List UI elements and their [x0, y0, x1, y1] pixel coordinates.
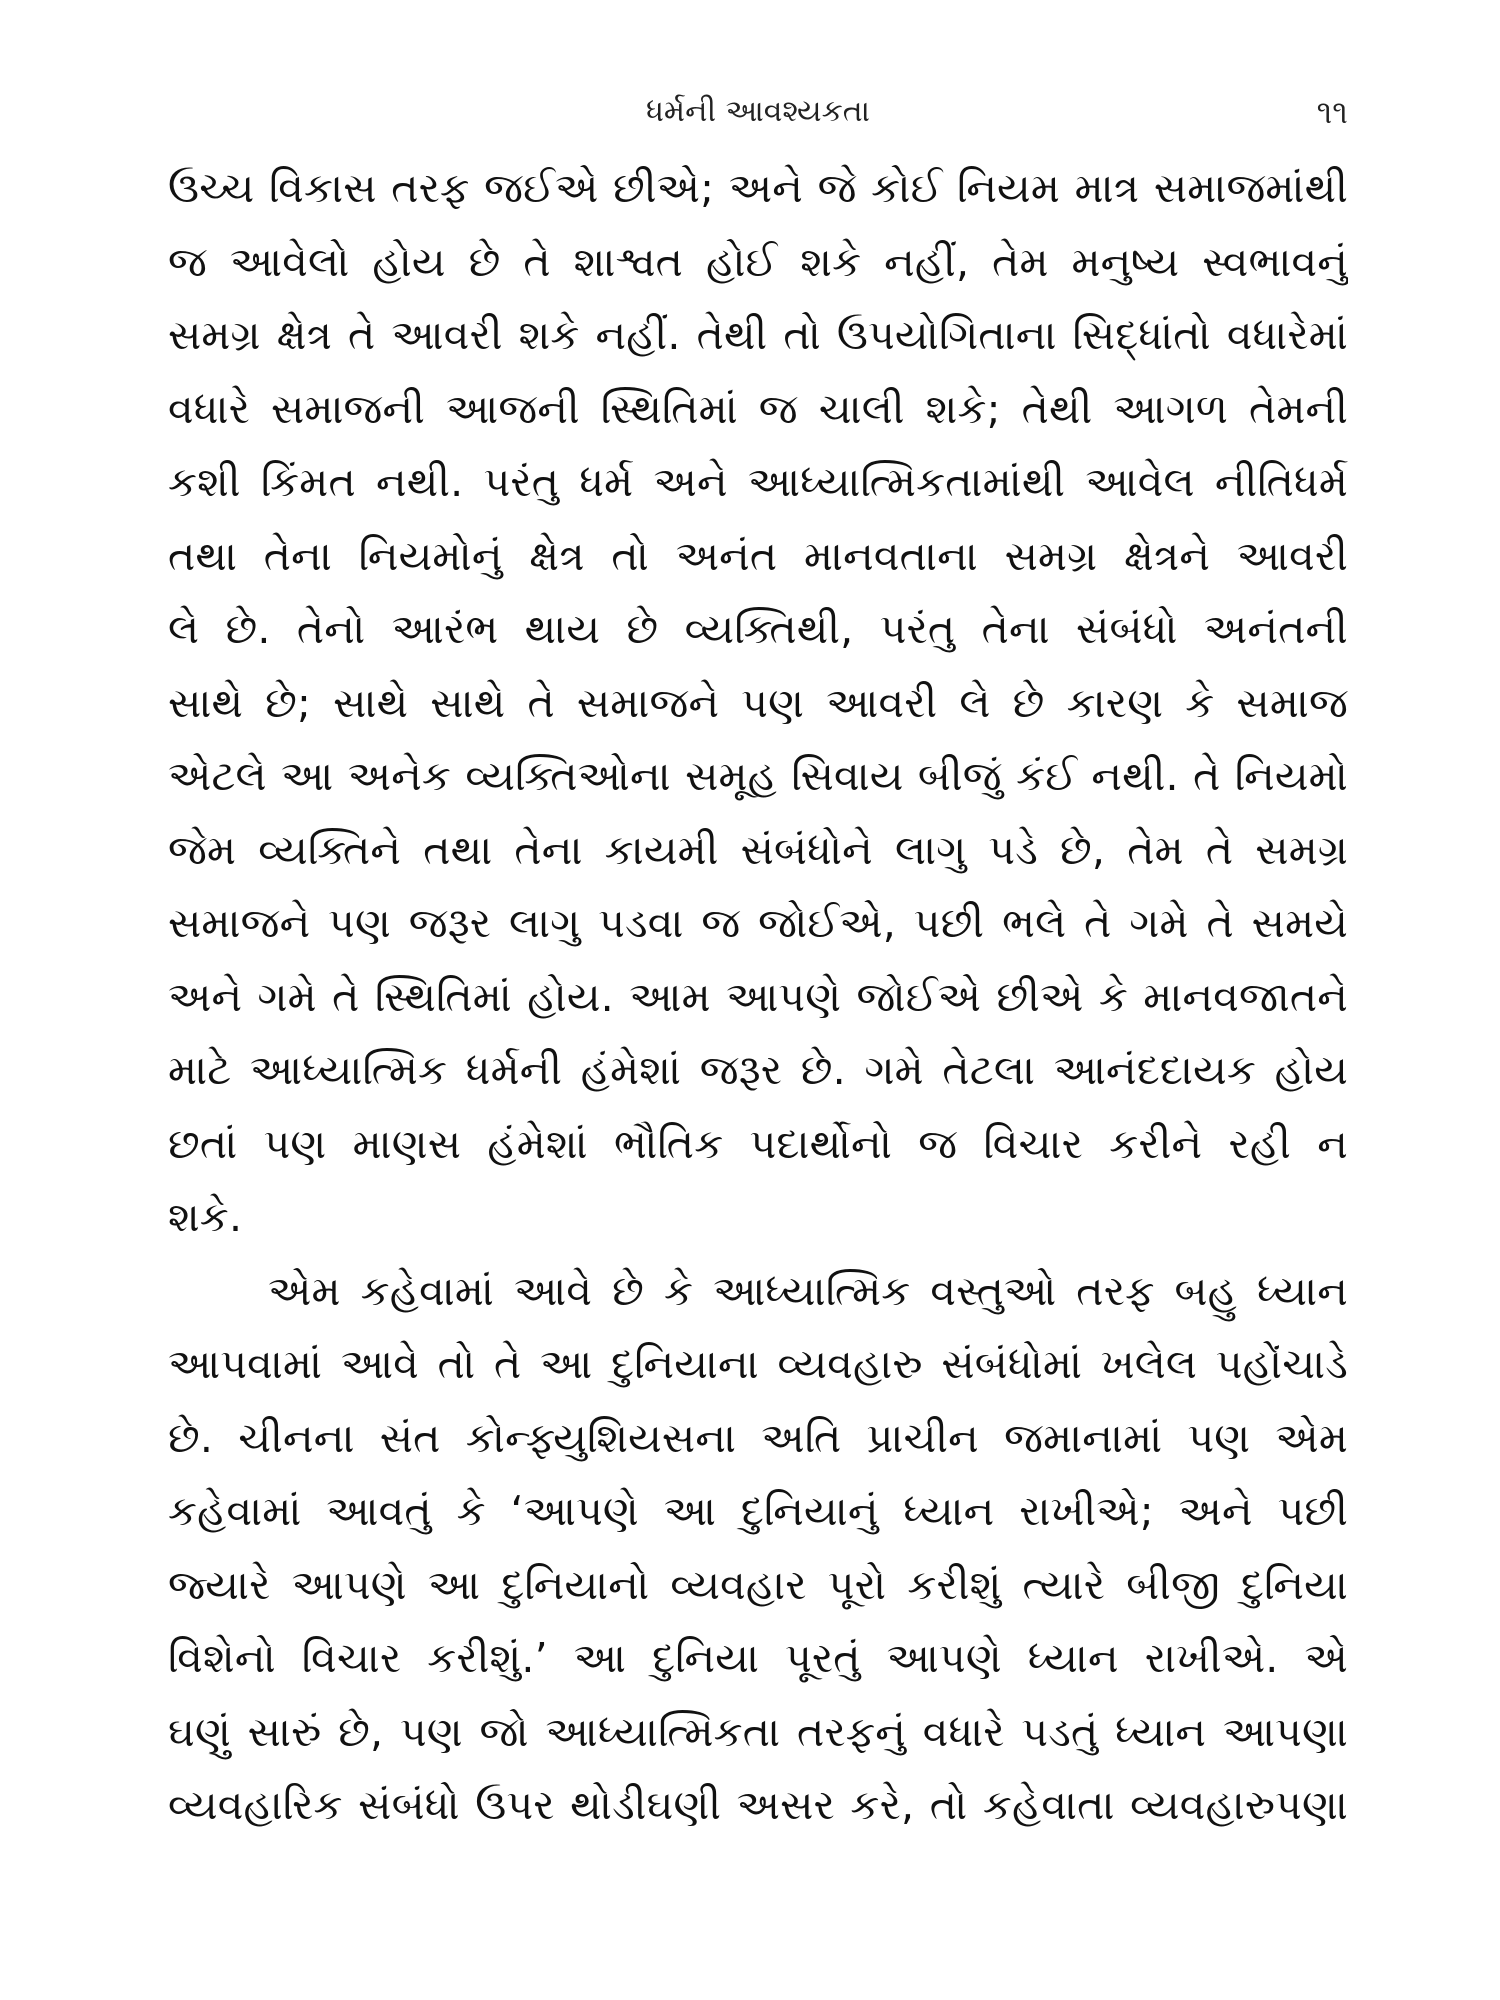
text-line: કશી કિંમત નથી. પરંતુ ધર્મ અને આધ્યાત્મિકતામાંથી આવેલ નીતિધર્મ [168, 458, 1348, 506]
paragraph-1 [168, 152, 1348, 1255]
text-line: એટલે આ અનેક વ્યક્તિઓના સમૂહ સિવાય બીજું કંઈ નથી. તે નિયમો [168, 752, 1348, 800]
paragraph-2 [168, 1255, 1348, 1843]
text-line: શકે. [168, 1193, 243, 1241]
text-line: જેમ વ્યક્તિને તથા તેના કાયમી સંબંધોને લાગુ પડે છે, તેમ તે સમગ્ર [168, 825, 1348, 874]
text-line: કહેવામાં આવતું કે ‘આપણે આ દુનિયાનું ધ્યાન રાખીએ; અને પછી [168, 1487, 1348, 1535]
text-line: જ્યારે આપણે આ દુનિયાનો વ્યવહાર પૂરો કરીશું ત્યારે બીજી દુનિયા [168, 1560, 1348, 1609]
text-line: સમાજને પણ જરૂર લાગુ પડવા જ જોઈએ, પછી ભલે તે ગમે તે સમયે [168, 899, 1348, 947]
text-line: અને ગમે તે સ્થિતિમાં હોય. આમ આપણે જોઈએ છીએ કે માનવજાતને [168, 972, 1348, 1021]
text-line: વિશેનો વિચાર કરીશું.’ આ દુનિયા પૂરતું આપણે ધ્યાન રાખીએ. એ [168, 1634, 1348, 1682]
text-line: વ્યવહારિક સંબંધો ઉપર થોડીઘણી અસર કરે, તો કહેવાતા વ્યવહારુપણા [168, 1781, 1348, 1829]
text-line: છે. ચીનના સંત કોન્ફ્યુશિયસના અતિ પ્રાચીન જમાનામાં પણ એમ [168, 1413, 1348, 1462]
text-line: સાથે છે; સાથે સાથે તે સમાજને પણ આવરી લે છે કારણ કે સમાજ [168, 678, 1348, 727]
text-line: માટે આધ્યાત્મિક ધર્મની હંમેશાં જરૂર છે. ગમે તેટલા આનંદદાયક હોય [168, 1046, 1348, 1094]
body-text [168, 152, 1348, 1843]
running-header [168, 92, 1348, 132]
text-line: વધારે સમાજની આજની સ્થિતિમાં જ ચાલી શકે; તેથી આગળ તેમની [168, 384, 1348, 433]
page-number: ૧૧ [1316, 93, 1348, 131]
text-line: લે છે. તેનો આરંભ થાય છે વ્યક્તિથી, પરંતુ તેના સંબંધો અનંતની [168, 605, 1348, 653]
running-title: ધર્મની આવશ્યકતા [645, 94, 871, 129]
text-line: તથા તેના નિયમોનું ક્ષેત્ર તો અનંત માનવતાના સમગ્ર ક્ષેત્રને આવરી [168, 531, 1348, 580]
text-line: આપવામાં આવે તો તે આ દુનિયાના વ્યવહારુ સંબંધોમાં ખલેલ પહોંચાડે [168, 1340, 1348, 1388]
text-line: છતાં પણ માણસ હંમેશાં ભૌતિક પદાર્થોનો જ વિચાર કરીને રહી ન [168, 1119, 1348, 1168]
text-line: ઉચ્ચ વિકાસ તરફ જઈએ છીએ; અને જે કોઈ નિયમ માત્ર સમાજમાંથી [168, 164, 1348, 212]
text-line: સમગ્ર ક્ષેત્ર તે આવરી શકે નહીં. તેથી તો ઉપયોગિતાના સિદ્ધાંતો વધારેમાં [168, 311, 1348, 359]
text-line: જ આવેલો હોય છે તે શાશ્વત હોઈ શકે નહીં, તેમ મનુષ્ય સ્વભાવનું [168, 237, 1348, 286]
text-line: એમ કહેવામાં આવે છે કે આધ્યાત્મિક વસ્તુઓ તરફ બહુ ધ્યાન [268, 1266, 1348, 1315]
text-line: ઘણું સારું છે, પણ જો આધ્યાત્મિકતા તરફનું વધારે પડતું ધ્યાન આપણા [168, 1707, 1348, 1756]
